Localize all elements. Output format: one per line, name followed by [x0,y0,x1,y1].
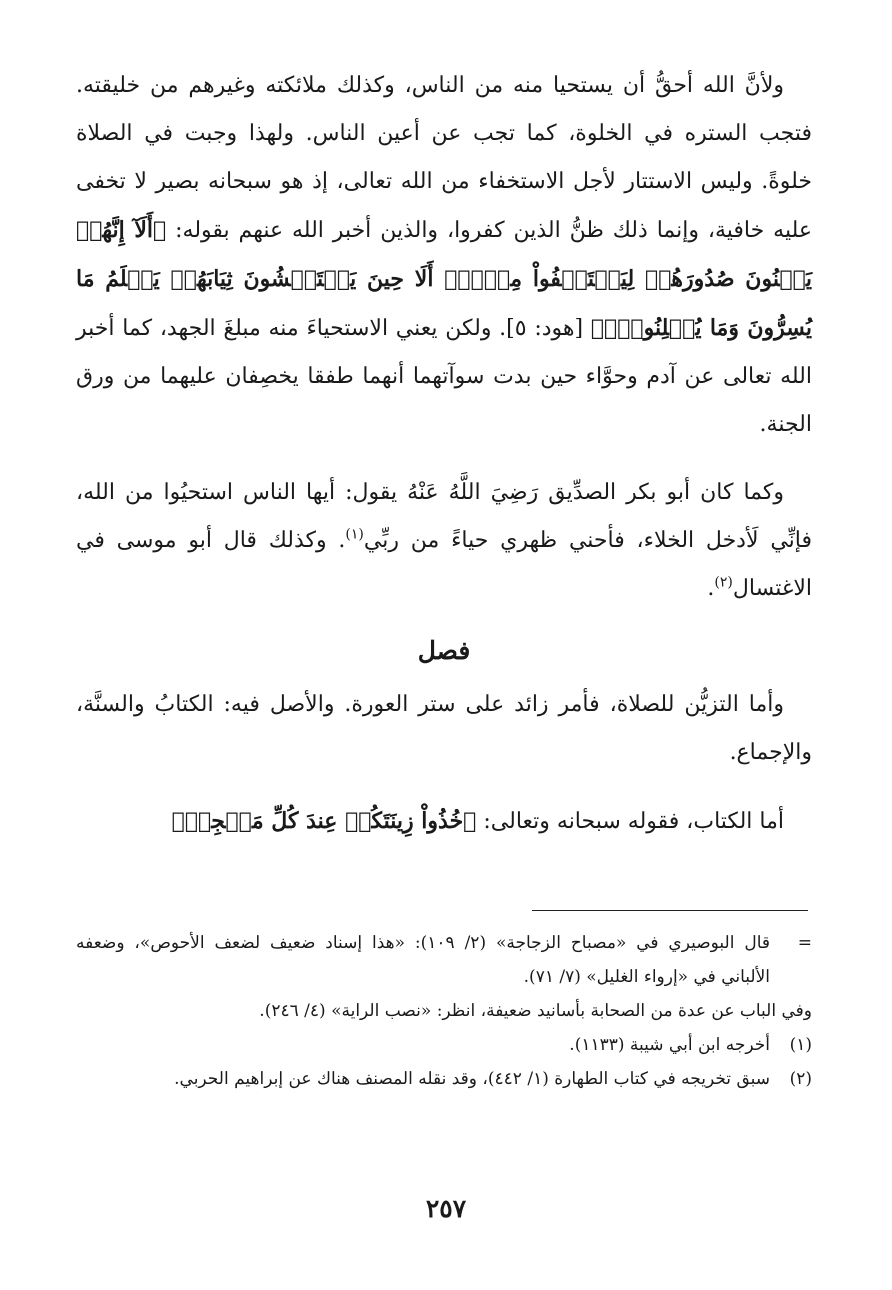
quran-verse-araf: ﴿خُذُواْ زِينَتَكُمۡ عِندَ كُلِّ مَسۡجِدٖ﴾ [171,808,477,834]
main-text [76,62,812,846]
footnote-2-text: سبق تخريجه في كتاب الطهارة (١/ ٤٤٢)، وقد نقله المصنف هناك عن إبراهيم الحربي. [174,1069,770,1089]
footnote-ref-1[interactable]: (١) [345,526,364,543]
footnote-1 [76,1028,812,1062]
paragraph-2-part-1: وكما كان أبو بكر الصدِّيق رَضِيَ اللَّهُ عَنْهُ يقول: أيها الناس استحيُوا من الله، فإنِّي لَأدخل الخلاء، فأحني ظهري حياءً من ربِّي [76,480,812,553]
paragraph-3: وأما التزيُّن للصلاة، فأمر زائد على ستر العورة. والأصل فيه: الكتابُ والسنَّة، والإجماع. [76,692,812,765]
page-number: ٢٥٧ [425,1194,467,1223]
footnotes [76,926,812,1096]
paragraph-4 [76,797,812,846]
paragraph-1-tail: ولكن يعني الاستحياءَ منه مبلغَ الجهد، كما أخبر الله تعالى عن آدم وحوَّاء حين بدت سوآتهما أنهما طفقا يخصِفان عليهما من ورق الجنة. [76,316,812,437]
paragraph-4-lead: أما الكتاب، فقوله سبحانه وتعالى: [476,809,784,834]
paragraph-2 [76,469,812,613]
footnote-continuation [76,926,812,994]
footnote-1-mark: (١) [789,1035,812,1055]
footnote-divider [532,910,808,911]
section-heading: فصل [417,636,471,665]
paragraph-1-lead: ولأنَّ الله أحقُّ أن يستحيا منه من الناس، وكذلك ملائكته وغيرهم من خليقته. فتجب الستره في الخلوة، كما تجب عن أعين الناس. ولهذا وجبت في الصلاة خلوةً. وليس الاستتار لأجل الاستخفاء من الله تعالى، إذ هو سبحانه بصير لا تخفى عليه خافية، وإنما ذلك ظنُّ الذين كفروا، والذين أخبر الله عنهم بقوله: [76,73,812,243]
paragraph-2-part-3: . [707,576,715,601]
footnote-continuation-mark: = [797,933,812,953]
quran-verse-hud: ﴿أَلَآ إِنَّهُمۡ يَثۡنُونَ صُدُورَهُمۡ لِيَسۡتَخۡفُواْ مِنۡهُۚ أَلَا حِينَ يَسۡتَغۡشُونَ ثِيَابَهُمۡ يَعۡلَمُ مَا يُسِرُّونَ وَمَا يُعۡلِنُونَۚ﴾ [76,217,812,341]
footnote-continuation-2: وفي الباب عن عدة من الصحابة بأسانيد ضعيفة، انظر: «نصب الراية» (٤/ ٢٤٦). [259,1001,812,1021]
footnote-continuation-text: قال البوصيري في «مصباح الزجاجة» (٢/ ١٠٩): «هذا إسناد ضعيف لضعف الأحوص»، وضعفه الألباني في «إرواء الغليل» (٧/ ٧١). [76,933,770,987]
footnote-2 [76,1062,812,1096]
verse-reference: [هود: ٥]. [491,316,591,341]
paragraph-2-part-2: . وكذلك قال أبو موسى في الاغتسال [76,528,812,601]
footnote-ref-2[interactable]: (٢) [714,574,733,591]
footnote-2-mark: (٢) [789,1069,812,1089]
footnote-1-text: أخرجه ابن أبي شيبة (١١٣٣). [569,1035,770,1055]
paragraph-1 [76,62,812,449]
